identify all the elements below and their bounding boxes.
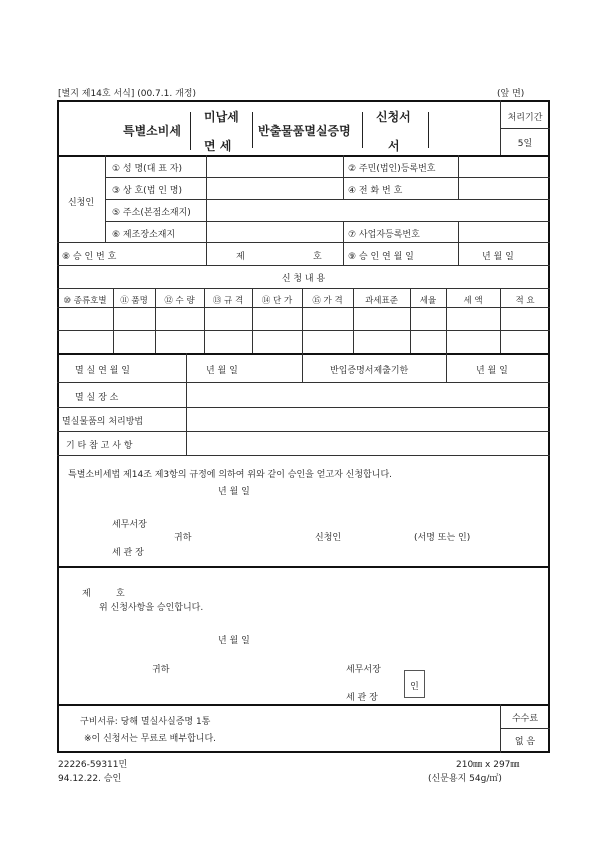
cert-deadline-value: 년 월 일 (476, 366, 508, 376)
appr-col-a (206, 242, 207, 265)
title-option-top: 미납세 (204, 110, 239, 124)
line-approval-top (57, 566, 550, 568)
other-notes-label: 기 타 참 고 사 항 (66, 441, 133, 451)
col-header-3: ⑬ 규 격 (212, 296, 244, 306)
approval-date-footer: 94.12.22. 승인 (58, 774, 122, 784)
decl-applicant: 신청인 (315, 533, 342, 543)
field-name: ① 성 명(대 표 자) (112, 164, 183, 174)
approval-sec-je: 제 (82, 589, 91, 599)
declaration-text: 특별소비세법 제14조 제3항의 규정에 의하여 위와 같이 승인을 얻고자 신청합니다. (68, 470, 392, 480)
appr-col-b (343, 242, 344, 265)
approval-number-label: ⑧ 승 인 번 호 (62, 252, 117, 262)
required-docs: 구비서류: 당해 멸실사실증명 1통 (80, 717, 211, 727)
col-header-5: ⑮ 가 격 (312, 296, 343, 306)
field-phone: ④ 전 화 번 호 (348, 186, 403, 196)
fee-value: 없 음 (514, 737, 536, 747)
title-middle: 반출물품멸실증명 (258, 124, 351, 138)
col-header-4: ⑭ 단 가 (261, 296, 293, 306)
loss-col-a (186, 353, 187, 455)
loss-date-label: 멸 실 연 월 일 (75, 366, 130, 376)
app-col-c (458, 155, 459, 199)
line-loss-4 (57, 455, 550, 456)
title-option-bottom: 면 세 (204, 139, 232, 153)
loss-place-label: 멸 실 장 소 (75, 393, 119, 403)
decl-customs: 세 관 장 (112, 548, 144, 558)
field-biz-reg: ⑦ 사업자등록번호 (348, 230, 420, 240)
decl-honorific: 귀하 (174, 533, 192, 543)
line-title-bottom (57, 155, 550, 157)
app-col-a (206, 155, 207, 242)
line-app-r3 (105, 221, 550, 222)
form-number: [별지 제14호 서식] (00.7.1. 개정) (58, 89, 196, 99)
field-address: ⑤ 주소(본점소재지) (112, 208, 191, 218)
approval-je: 제 (236, 252, 245, 262)
applicant-label: 신청인 (67, 198, 95, 208)
line-app-r1 (105, 177, 550, 178)
decl-tax-office: 세무서장 (112, 520, 147, 530)
content-title: 신 청 내 용 (281, 274, 326, 284)
decl-signature: (서명 또는 인) (414, 533, 471, 543)
line-app-r2 (105, 199, 550, 200)
seal-label: 인 (410, 682, 419, 692)
line-loss-1 (57, 382, 550, 383)
app-col-b2 (343, 221, 344, 242)
approval-sec-ho: 호 (116, 589, 125, 599)
col-header-7: 세율 (419, 296, 437, 306)
approval-ho: 호 (313, 252, 322, 262)
approval-sec-tax-office: 세무서장 (346, 665, 381, 675)
loss-method-label: 멸실물품의 처리방법 (62, 417, 144, 427)
title-bracket-line-r (252, 112, 253, 148)
cert-deadline-label: 반입증명서제출기한 (330, 366, 409, 376)
line-app-r4 (57, 242, 550, 243)
title-doc-top: 신청서 (376, 110, 411, 124)
line-content-head (57, 288, 550, 289)
loss-col-c (446, 353, 447, 382)
line-loss-top (57, 353, 550, 355)
approval-sec-text: 위 신청사항을 승인합니다. (99, 603, 204, 613)
col-header-2: ⑫ 수 량 (164, 296, 195, 306)
processing-inner-line (500, 128, 550, 129)
app-col-c2 (458, 221, 459, 242)
approval-sec-honorific: 귀하 (152, 665, 170, 675)
title-prefix: 특별소비세 (123, 124, 181, 138)
title-bracket2-line-r (428, 112, 429, 148)
paper-type: (신문용지 54g/㎡) (428, 774, 502, 784)
col-header-6: 과세표준 (365, 296, 398, 306)
approval-date-value: 년 월 일 (482, 252, 514, 262)
approval-date-label: ⑨ 승 인 연 월 일 (348, 252, 414, 262)
line-cols (57, 307, 550, 308)
processing-value: 5일 (517, 139, 533, 149)
field-reg-no: ② 주민(법인)등록번호 (348, 164, 436, 174)
free-note: ※이 신청서는 무료로 배부합니다. (84, 734, 217, 744)
paper-size: 210㎜ x 297㎜ (456, 760, 520, 770)
fee-label: 수수료 (511, 714, 539, 724)
line-footer-top (57, 704, 550, 706)
col-header-8: 세 액 (463, 296, 483, 306)
col-header-9: 적 요 (515, 296, 535, 306)
line-loss-3 (57, 431, 550, 432)
line-app-r5 (57, 265, 550, 266)
loss-date-value: 년 월 일 (206, 366, 238, 376)
field-company: ③ 상 호(법 인 명) (112, 186, 183, 196)
fee-inner-line (500, 728, 550, 729)
approval-sec-date: 년 월 일 (218, 636, 250, 646)
loss-col-b (302, 353, 303, 382)
line-loss-2 (57, 407, 550, 408)
title-doc-bottom: 서 (388, 139, 400, 153)
declaration-date: 년 월 일 (218, 487, 250, 497)
processing-label: 처리기간 (507, 113, 543, 123)
title-bracket-line-l (190, 112, 191, 148)
page-side: (앞 면) (497, 89, 525, 99)
app-col-b (343, 155, 344, 199)
title-bracket2-line-l (362, 112, 363, 148)
col-header-1: ⑪ 품명 (120, 296, 148, 306)
form-code: 22226-59311민 (58, 760, 128, 770)
approval-sec-customs: 세 관 장 (346, 693, 378, 703)
appr-col-c (458, 242, 459, 265)
field-factory: ⑥ 제조장소재지 (112, 230, 176, 240)
col-header-0: ⑩ 종류호별 (63, 296, 107, 306)
line-row1 (57, 330, 550, 331)
